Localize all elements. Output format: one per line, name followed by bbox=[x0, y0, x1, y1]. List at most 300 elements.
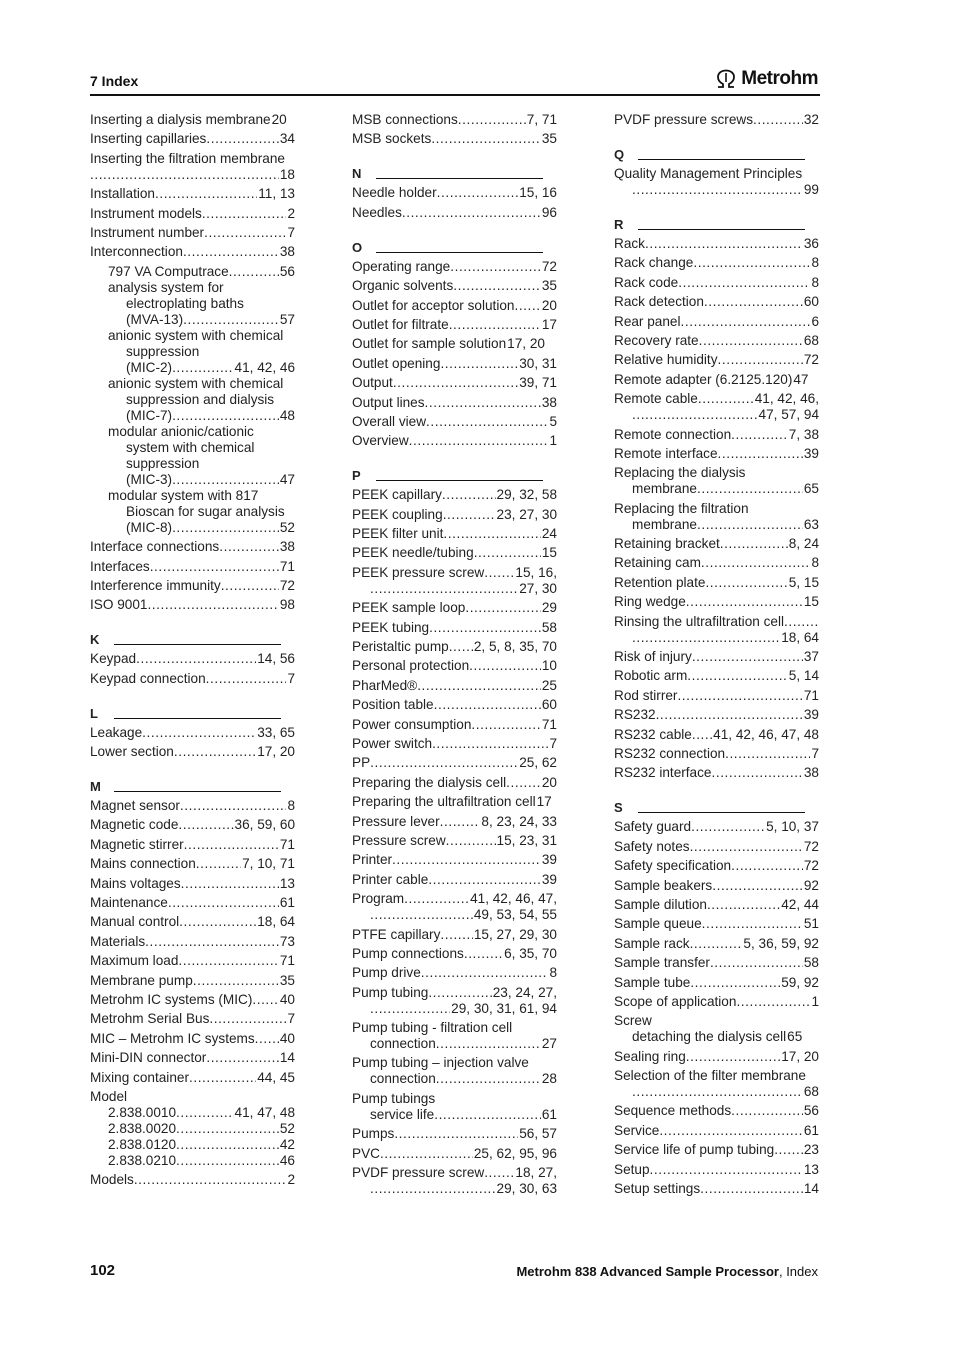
dot-leader bbox=[677, 688, 802, 704]
index-entry-line bbox=[90, 244, 295, 260]
index-entry-line bbox=[614, 916, 819, 932]
dot-leader bbox=[189, 1070, 256, 1086]
index-term: Setup settings bbox=[614, 1181, 701, 1197]
index-entry-line bbox=[90, 206, 295, 222]
index-entry bbox=[614, 372, 819, 388]
index-entry-line bbox=[614, 955, 819, 971]
index-term: Remote interface bbox=[614, 445, 718, 461]
index-entry-line bbox=[352, 985, 557, 1001]
index-entry bbox=[352, 414, 557, 430]
dot-leader bbox=[471, 717, 540, 733]
index-term: Sample rack bbox=[614, 935, 690, 951]
index-term: Preparing the dialysis cell bbox=[352, 774, 507, 790]
index-page-refs: 30, 31 bbox=[519, 355, 557, 371]
index-entry-line bbox=[614, 594, 819, 610]
dot-leader bbox=[484, 565, 514, 581]
index-term: Sample queue bbox=[614, 916, 702, 932]
index-entry bbox=[90, 280, 295, 328]
index-page-refs: 68 bbox=[803, 1084, 819, 1100]
dot-leader bbox=[429, 620, 541, 636]
index-term: PEEK sample loop bbox=[352, 600, 466, 616]
index-page-refs: 5, 14 bbox=[788, 668, 819, 684]
index-page-refs: 41, 42, 46, bbox=[754, 391, 819, 407]
dot-leader bbox=[370, 1001, 450, 1017]
index-entry bbox=[90, 578, 295, 594]
index-letter-heading bbox=[90, 778, 295, 794]
index-entry-line bbox=[614, 275, 819, 291]
index-term: Overall view bbox=[352, 413, 427, 429]
dot-leader bbox=[142, 725, 256, 741]
index-entry bbox=[614, 575, 819, 591]
index-entry bbox=[614, 649, 819, 665]
index-entry bbox=[90, 973, 295, 989]
index-letter-rule bbox=[114, 791, 281, 792]
dot-leader bbox=[712, 878, 803, 894]
index-page-refs: 35 bbox=[541, 131, 557, 147]
index-entry-line bbox=[614, 1068, 819, 1084]
index-entry-line bbox=[90, 472, 295, 488]
index-term: Leakage bbox=[90, 724, 143, 740]
index-term: Printer cable bbox=[352, 871, 429, 887]
dot-leader bbox=[178, 953, 278, 969]
index-entry-line bbox=[90, 167, 295, 183]
index-term: Safety specification bbox=[614, 858, 732, 874]
index-entry-line bbox=[352, 259, 557, 275]
index-entry-line bbox=[90, 225, 295, 241]
index-term: RS232 interface bbox=[614, 765, 712, 781]
index-entry-line bbox=[90, 504, 295, 520]
index-entry bbox=[614, 236, 819, 252]
index-term: PEEK coupling bbox=[352, 506, 443, 522]
index-term: MSB sockets bbox=[352, 131, 432, 147]
index-entry bbox=[352, 1126, 557, 1142]
index-page-refs: 99 bbox=[803, 182, 819, 197]
index-entry bbox=[352, 317, 557, 333]
index-page-refs: 44, 45 bbox=[257, 1069, 295, 1085]
index-entry-line bbox=[352, 278, 557, 294]
index-entry-line bbox=[90, 1153, 295, 1169]
index-entry-line bbox=[614, 1084, 819, 1100]
dot-leader bbox=[701, 555, 811, 571]
index-page-refs: 7 bbox=[549, 735, 557, 751]
dot-leader bbox=[206, 131, 279, 147]
dot-leader bbox=[402, 205, 541, 221]
dot-leader bbox=[440, 814, 481, 830]
index-entry bbox=[614, 294, 819, 310]
index-term: modular anionic/cationic bbox=[108, 423, 254, 439]
index-term: Outlet for sample solution bbox=[352, 336, 507, 352]
dot-leader bbox=[465, 600, 541, 616]
index-entry-line bbox=[352, 755, 557, 771]
index-page-refs: 29 bbox=[541, 600, 557, 616]
index-page-refs: 25, 62, 95, 96 bbox=[473, 1145, 557, 1161]
index-entry-line bbox=[352, 1091, 557, 1107]
dot-leader bbox=[168, 895, 279, 911]
index-term: Replacing the dialysis bbox=[614, 465, 746, 481]
index-entry bbox=[90, 244, 295, 260]
dot-leader bbox=[450, 259, 541, 275]
index-entry-line bbox=[90, 1172, 295, 1188]
index-page-refs: 5, 36, 59, 92 bbox=[743, 935, 819, 951]
index-term: Maximum load bbox=[90, 953, 179, 969]
index-entry bbox=[352, 356, 557, 372]
index-entry bbox=[352, 375, 557, 391]
index-page-refs: 72 bbox=[279, 577, 295, 593]
index-entry bbox=[90, 837, 295, 853]
index-letter: N bbox=[352, 166, 362, 182]
dot-leader bbox=[145, 934, 279, 950]
index-term: Ring wedge bbox=[614, 594, 686, 610]
index-page-refs: 20 bbox=[541, 774, 557, 790]
index-entry bbox=[352, 852, 557, 868]
index-entry bbox=[90, 424, 295, 488]
index-letter: K bbox=[90, 632, 100, 648]
index-page-refs: 47, 57, 94 bbox=[758, 407, 819, 423]
index-entry bbox=[90, 856, 295, 872]
index-term: Mains voltages bbox=[90, 875, 181, 891]
dot-leader bbox=[176, 1105, 233, 1121]
index-entry-line bbox=[90, 578, 295, 594]
index-entry bbox=[352, 526, 557, 542]
index-entry bbox=[90, 817, 295, 833]
index-entry-line bbox=[352, 775, 557, 791]
index-entry bbox=[90, 131, 295, 147]
index-term: Output bbox=[352, 375, 393, 391]
index-entry bbox=[352, 487, 557, 503]
index-entry bbox=[90, 206, 295, 222]
index-term: Pressure screw bbox=[352, 832, 446, 848]
dot-leader bbox=[370, 581, 518, 597]
index-entry-line bbox=[90, 876, 295, 892]
dot-leader bbox=[449, 639, 473, 655]
index-entry-line bbox=[352, 185, 557, 201]
index-entry-line bbox=[614, 1123, 819, 1139]
index-page-refs: 59, 92 bbox=[781, 974, 819, 990]
index-entry-line bbox=[614, 858, 819, 874]
index-entry-line bbox=[352, 907, 557, 923]
index-page-refs: 65 bbox=[803, 481, 819, 497]
index-entry-line bbox=[614, 1013, 819, 1029]
index-term: Rear panel bbox=[614, 313, 681, 329]
index-page-refs: 1 bbox=[811, 993, 819, 1009]
index-page-refs: 56 bbox=[803, 1103, 819, 1119]
dot-leader bbox=[697, 517, 803, 533]
index-entry-line bbox=[90, 856, 295, 872]
index-letter-heading bbox=[90, 631, 295, 647]
index-term: Membrane pump bbox=[90, 972, 193, 988]
index-term: Recovery rate bbox=[614, 332, 699, 348]
index-page-refs: 42, 44 bbox=[781, 896, 819, 912]
index-entry bbox=[614, 936, 819, 952]
index-entry-line bbox=[614, 1029, 819, 1045]
index-page-refs: 52 bbox=[279, 1120, 295, 1136]
index-page-refs: 39 bbox=[803, 445, 819, 461]
index-entry bbox=[352, 278, 557, 294]
index-page-refs: 7, 10, 71 bbox=[242, 856, 295, 872]
index-entry bbox=[614, 668, 819, 684]
index-term: Interfaces bbox=[90, 558, 150, 574]
index-page-refs: 20 bbox=[541, 297, 557, 313]
index-letter-rule bbox=[638, 229, 805, 230]
index-entry bbox=[352, 872, 557, 888]
index-entry-line bbox=[352, 946, 557, 962]
index-entry bbox=[90, 597, 295, 613]
index-page-refs: 61 bbox=[279, 895, 295, 911]
index-term: Mini-DIN connector bbox=[90, 1050, 207, 1066]
index-term: Manual control bbox=[90, 914, 180, 930]
index-entry-line bbox=[90, 895, 295, 911]
index-page-refs: 58 bbox=[541, 619, 557, 635]
index-entry bbox=[90, 151, 295, 183]
index-term: Organic solvents bbox=[352, 278, 454, 294]
index-page-refs: 40 bbox=[279, 1030, 295, 1046]
index-entry-line bbox=[614, 391, 819, 407]
index-entry bbox=[352, 259, 557, 275]
index-term: Magnetic stirrer bbox=[90, 836, 184, 852]
dot-leader bbox=[196, 856, 241, 872]
index-page-refs: 17 bbox=[536, 794, 552, 810]
index-entry-line bbox=[614, 333, 819, 349]
index-page-refs: 65 bbox=[787, 1029, 803, 1045]
dot-leader bbox=[506, 775, 541, 791]
dot-leader bbox=[700, 1181, 803, 1197]
index-entry bbox=[352, 985, 557, 1017]
index-page-refs: 61 bbox=[803, 1122, 819, 1138]
dot-leader bbox=[178, 817, 233, 833]
index-term: Interconnection bbox=[90, 244, 183, 260]
index-entry-line bbox=[614, 975, 819, 991]
index-letter-heading bbox=[614, 799, 819, 815]
index-term: Retention plate bbox=[614, 574, 706, 590]
index-page-refs: 13 bbox=[279, 875, 295, 891]
index-term: Outlet opening bbox=[352, 355, 441, 371]
document-title bbox=[516, 1264, 818, 1279]
index-page-refs: 2, 5, 8, 35, 70 bbox=[473, 639, 557, 655]
index-entry-line bbox=[352, 736, 557, 752]
index-term: analysis system for bbox=[108, 279, 224, 295]
index-page-refs: 39, 71 bbox=[519, 375, 557, 391]
index-term: Model bbox=[90, 1088, 128, 1104]
index-entry bbox=[614, 1142, 819, 1158]
index-entry bbox=[614, 916, 819, 932]
index-entry-line bbox=[90, 376, 295, 392]
index-term: Inserting capillaries bbox=[90, 131, 207, 147]
index-entry bbox=[90, 264, 295, 280]
index-page-refs: 15, 27, 29, 30 bbox=[473, 926, 557, 942]
index-page-refs: 5, 15 bbox=[788, 574, 819, 590]
index-page-refs: 15, 23, 31 bbox=[496, 832, 557, 848]
index-entry-line bbox=[614, 765, 819, 781]
index-page-refs: 2 bbox=[287, 1172, 295, 1188]
dot-leader bbox=[678, 275, 810, 291]
index-entry-line bbox=[352, 1001, 557, 1017]
index-entry bbox=[90, 376, 295, 424]
index-entry-line bbox=[352, 1181, 557, 1197]
index-term: Rack code bbox=[614, 274, 679, 290]
index-entry-line bbox=[352, 717, 557, 733]
dot-leader bbox=[707, 897, 780, 913]
index-page-refs: 52 bbox=[279, 519, 295, 535]
index-term: MIC – Metrohm IC systems bbox=[90, 1030, 255, 1046]
index-term: 2.838.0020 bbox=[108, 1120, 177, 1136]
index-entry bbox=[352, 755, 557, 771]
index-page-refs: 47 bbox=[793, 371, 809, 387]
index-page-refs: 18 bbox=[279, 166, 295, 182]
index-entry-line bbox=[614, 707, 819, 723]
index-letter-rule bbox=[638, 812, 805, 813]
index-column-2 bbox=[352, 112, 557, 1200]
index-term: PVC bbox=[352, 1145, 380, 1161]
index-entry-line bbox=[614, 668, 819, 684]
index-entry-line bbox=[352, 697, 557, 713]
index-entry bbox=[614, 501, 819, 533]
index-entry-line bbox=[614, 536, 819, 552]
index-entry-line bbox=[90, 671, 295, 687]
index-page-refs: 37 bbox=[803, 649, 819, 665]
index-term: suppression bbox=[126, 455, 200, 471]
index-page-refs: 23, 27, 30 bbox=[496, 506, 557, 522]
dot-leader bbox=[221, 578, 279, 594]
index-page-refs: 57 bbox=[279, 311, 295, 327]
index-page-refs: 42 bbox=[279, 1136, 295, 1152]
index-page-refs: 47 bbox=[279, 471, 295, 487]
dot-leader bbox=[443, 507, 496, 523]
index-term: Service bbox=[614, 1122, 660, 1138]
index-column-3 bbox=[614, 112, 819, 1200]
index-page-refs: 17 bbox=[541, 316, 557, 332]
index-term: PVDF pressure screw bbox=[352, 1165, 485, 1181]
index-term: Metrohm IC systems (MIC) bbox=[90, 991, 253, 1007]
index-term: PTFE capillary bbox=[352, 926, 441, 942]
index-entry bbox=[90, 914, 295, 930]
index-term: Inserting a dialysis membrane bbox=[90, 112, 271, 127]
index-entry bbox=[352, 433, 557, 449]
index-term: Models bbox=[90, 1172, 134, 1188]
index-term: suppression bbox=[126, 343, 200, 359]
index-entry-line bbox=[352, 1146, 557, 1162]
dot-leader bbox=[440, 356, 518, 372]
index-page-refs: 39 bbox=[541, 871, 557, 887]
index-page-refs: 71 bbox=[279, 558, 295, 574]
index-letter-rule bbox=[376, 480, 543, 481]
index-term: Needles bbox=[352, 204, 402, 220]
index-term: Materials bbox=[90, 933, 146, 949]
index-entry-line bbox=[614, 182, 819, 198]
index-entry-line bbox=[352, 852, 557, 868]
index-entry bbox=[352, 639, 557, 655]
index-term: Power consumption bbox=[352, 716, 472, 732]
index-term: Needle holder bbox=[352, 185, 437, 201]
dot-leader bbox=[172, 520, 279, 536]
index-term: Instrument number bbox=[90, 224, 205, 240]
dot-leader bbox=[469, 658, 541, 674]
index-entry-line bbox=[352, 375, 557, 391]
index-entry bbox=[614, 1049, 819, 1065]
dot-leader bbox=[698, 391, 754, 407]
index-term: Bioscan for sugar analysis bbox=[126, 503, 285, 519]
index-term: RS232 bbox=[614, 707, 656, 723]
dot-leader bbox=[632, 1084, 803, 1100]
dot-leader bbox=[417, 678, 541, 694]
index-entry-line bbox=[614, 255, 819, 271]
dot-leader bbox=[736, 994, 810, 1010]
index-page-refs: 40 bbox=[279, 991, 295, 1007]
index-term: connection bbox=[370, 1036, 436, 1052]
index-page-refs: 39 bbox=[541, 852, 557, 868]
index-entry-line bbox=[90, 837, 295, 853]
index-page-refs: 58 bbox=[803, 955, 819, 971]
dot-leader bbox=[229, 264, 279, 280]
index-entry bbox=[352, 814, 557, 830]
index-letter-rule bbox=[638, 159, 805, 160]
index-entry bbox=[90, 559, 295, 575]
index-page-refs: 1 bbox=[549, 433, 557, 449]
index-entry bbox=[90, 992, 295, 1008]
index-entry-line bbox=[614, 407, 819, 423]
index-entry bbox=[614, 1181, 819, 1197]
index-page-refs: 63 bbox=[803, 516, 819, 532]
index-page-refs: 56 bbox=[279, 263, 295, 279]
index-entry-line bbox=[352, 965, 557, 981]
index-term: Pump tubing bbox=[352, 984, 429, 1000]
index-term: PP bbox=[352, 755, 371, 771]
index-page-refs: 72 bbox=[803, 858, 819, 874]
index-entry-line bbox=[614, 727, 819, 743]
index-letter-heading bbox=[614, 146, 819, 162]
index-term: Metrohm Serial Bus bbox=[90, 1011, 210, 1027]
index-term: (MIC-8) bbox=[126, 519, 173, 535]
dot-leader bbox=[176, 1137, 279, 1153]
index-page-refs: 38 bbox=[279, 539, 295, 555]
index-entry-line bbox=[90, 914, 295, 930]
index-entry bbox=[614, 391, 819, 423]
index-entry-line bbox=[90, 296, 295, 312]
index-entry bbox=[352, 775, 557, 791]
index-page-refs: 38 bbox=[541, 394, 557, 410]
index-page-refs: 23, 24, 27, bbox=[492, 984, 557, 1000]
dot-leader bbox=[699, 333, 803, 349]
dot-leader bbox=[693, 255, 810, 271]
index-letter: L bbox=[90, 705, 98, 721]
index-term: Replacing the filtration bbox=[614, 500, 749, 516]
dot-leader bbox=[206, 671, 287, 687]
index-letter-rule bbox=[114, 718, 281, 719]
dot-leader bbox=[474, 545, 541, 561]
index-term: Mixing container bbox=[90, 1069, 189, 1085]
dot-leader bbox=[449, 317, 541, 333]
index-entry bbox=[614, 465, 819, 497]
index-term: Risk of injury bbox=[614, 649, 692, 665]
index-entry-line bbox=[90, 817, 295, 833]
index-entry-line bbox=[90, 798, 295, 814]
dot-leader bbox=[204, 225, 286, 241]
index-term: Relative humidity bbox=[614, 352, 718, 368]
index-page-refs: 68 bbox=[803, 332, 819, 348]
index-entry-line bbox=[352, 833, 557, 849]
index-page-refs: 17, 20 bbox=[507, 336, 545, 352]
dot-leader bbox=[784, 614, 818, 630]
index-letter: Q bbox=[614, 147, 625, 162]
index-entry bbox=[90, 488, 295, 536]
index-entry bbox=[90, 1089, 295, 1169]
index-entry-line bbox=[90, 392, 295, 408]
index-term: 2.838.0120 bbox=[108, 1136, 177, 1152]
index-entry-line bbox=[614, 1049, 819, 1065]
dot-leader bbox=[645, 236, 803, 252]
index-page-refs: 7, 71 bbox=[526, 112, 557, 127]
index-entry-line bbox=[352, 1107, 557, 1123]
index-letter: O bbox=[352, 239, 363, 255]
